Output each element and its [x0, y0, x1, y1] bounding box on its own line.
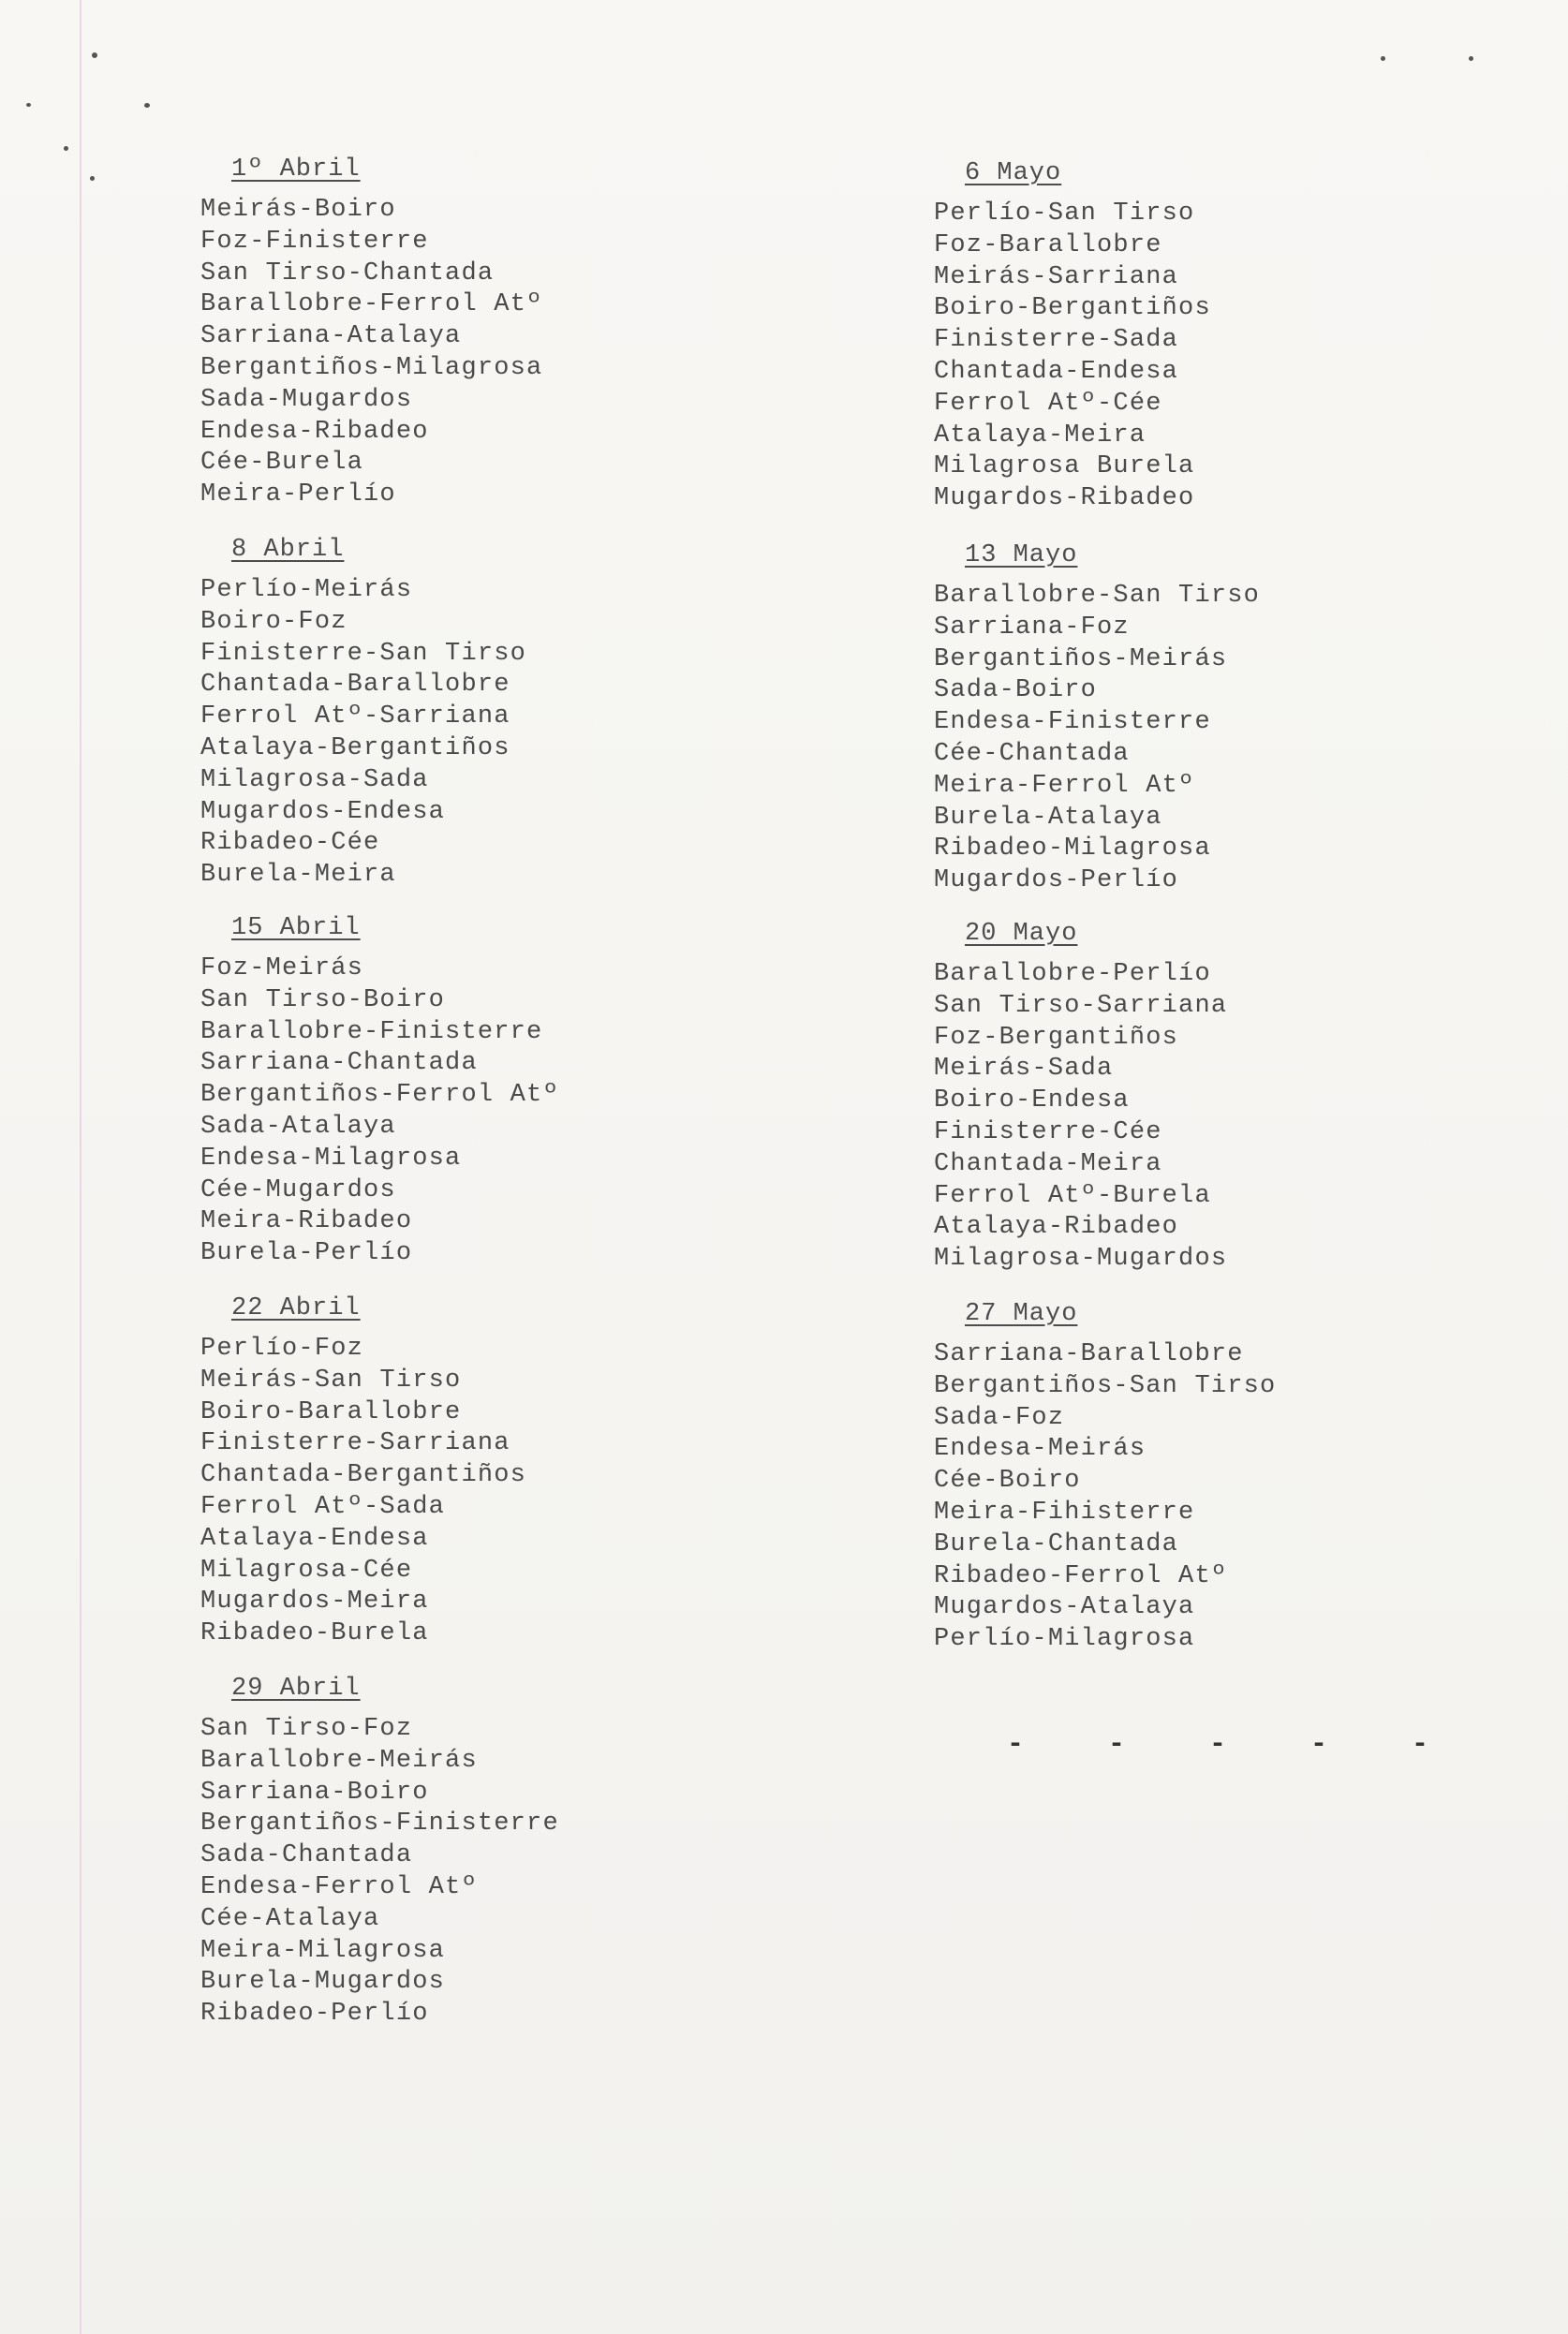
- match-line: Ferrol Atº-Sarriana: [200, 702, 510, 731]
- ink-speck: [1381, 56, 1385, 61]
- ink-speck: [1469, 56, 1473, 61]
- match-line: Burela-Meira: [200, 861, 396, 890]
- round-date: 13 Mayo: [965, 541, 1078, 569]
- match-line: Mugardos-Endesa: [200, 797, 446, 826]
- match-line: Ribadeo-Ferrol Atº: [934, 1561, 1228, 1590]
- match-line: Meira-Ribadeo: [200, 1207, 413, 1236]
- round-date: 15 Abril: [231, 914, 361, 942]
- match-line: Atalaya-Endesa: [200, 1524, 429, 1553]
- match-line: Barallobre-Perlío: [934, 960, 1211, 988]
- match-line: Sada-Chantada: [200, 1841, 413, 1870]
- match-line: Mugardos-Meira: [200, 1588, 429, 1617]
- match-line: Finisterre-Sarriana: [200, 1429, 510, 1458]
- match-line: Foz-Meirás: [200, 954, 364, 982]
- ink-speck: [92, 52, 97, 58]
- round-block: [934, 1298, 1568, 1656]
- round-block: [200, 154, 856, 511]
- match-line: Cée-Burela: [200, 449, 364, 478]
- match-line: Endesa-Milagrosa: [200, 1144, 462, 1173]
- match-line: Atalaya-Meira: [934, 421, 1146, 450]
- match-line: San Tirso-Foz: [200, 1715, 413, 1743]
- match-line: Burela-Chantada: [934, 1529, 1179, 1558]
- match-line: Finisterre-Sada: [934, 326, 1179, 355]
- match-line: Endesa-Meirás: [934, 1435, 1146, 1464]
- round-date: 6 Mayo: [965, 159, 1062, 187]
- match-line: Ribadeo-Burela: [200, 1619, 429, 1648]
- match-line: Finisterre-Cée: [934, 1117, 1162, 1146]
- round-date: 27 Mayo: [965, 1300, 1078, 1328]
- match-line: Sarriana-Boiro: [200, 1778, 429, 1807]
- match-line: Cée-Atalaya: [200, 1904, 380, 1933]
- match-line: Chantada-Bergantiños: [200, 1461, 527, 1490]
- match-line: Burela-Atalaya: [934, 803, 1162, 832]
- match-line: Bergantiños-Ferrol Atº: [200, 1081, 559, 1110]
- match-line: Sada-Foz: [934, 1403, 1065, 1432]
- match-line: Meira-Ferrol Atº: [934, 771, 1195, 800]
- match-line: Mugardos-Atalaya: [934, 1593, 1195, 1622]
- round-date: 22 Abril: [231, 1294, 361, 1322]
- round-block: [200, 1673, 856, 2031]
- ink-speck: [90, 176, 95, 181]
- match-line: Ribadeo-Milagrosa: [934, 835, 1211, 864]
- match-line: San Tirso-Sarriana: [934, 991, 1228, 1020]
- match-line: Meira-Perlío: [200, 480, 396, 510]
- round-date: 29 Abril: [231, 1675, 361, 1703]
- match-line: Ferrol Atº-Cée: [934, 389, 1162, 418]
- match-line: Endesa-Ribadeo: [200, 417, 429, 446]
- round-block: [934, 918, 1568, 1276]
- match-line: Ferrol Atº-Sada: [200, 1492, 446, 1521]
- match-line: Meirás-Sarriana: [934, 262, 1179, 291]
- match-line: Meira-Fihisterre: [934, 1498, 1195, 1527]
- match-line: Meirás-Sada: [934, 1055, 1114, 1084]
- round-block: [200, 534, 856, 892]
- match-line: Mugardos-Ribadeo: [934, 484, 1195, 513]
- match-line: Perlío-Milagrosa: [934, 1625, 1195, 1654]
- match-line: Atalaya-Bergantiños: [200, 733, 510, 762]
- match-line: Barallobre-San Tirso: [934, 582, 1261, 610]
- match-line: Meirás-San Tirso: [200, 1366, 462, 1395]
- round-block: [200, 1293, 856, 1650]
- match-line: Foz-Finisterre: [200, 227, 429, 256]
- match-line: Milagrosa Burela: [934, 452, 1195, 481]
- match-line: Chantada-Barallobre: [200, 671, 510, 700]
- match-line: Endesa-Finisterre: [934, 708, 1211, 737]
- match-line: Boiro-Barallobre: [200, 1397, 462, 1426]
- match-line: Meira-Milagrosa: [200, 1936, 446, 1965]
- round-block: [200, 912, 856, 1270]
- match-line: Ribadeo-Perlío: [200, 2000, 429, 2029]
- round-block: [934, 157, 1568, 515]
- match-line: Perlío-San Tirso: [934, 199, 1195, 228]
- match-line: Cée-Chantada: [934, 739, 1130, 768]
- match-line: Milagrosa-Sada: [200, 765, 429, 794]
- match-line: Sada-Boiro: [934, 676, 1098, 705]
- match-line: Burela-Mugardos: [200, 1968, 446, 1997]
- match-line: Atalaya-Ribadeo: [934, 1213, 1179, 1242]
- match-line: Bergantiños-San Tirso: [934, 1371, 1277, 1400]
- match-line: Cée-Boiro: [934, 1467, 1081, 1496]
- match-line: Sarriana-Chantada: [200, 1049, 478, 1078]
- match-line: Boiro-Foz: [200, 607, 348, 636]
- match-line: Ribadeo-Cée: [200, 829, 380, 858]
- match-line: Endesa-Ferrol Atº: [200, 1872, 478, 1901]
- match-line: Sarriana-Barallobre: [934, 1340, 1244, 1368]
- match-line: Milagrosa-Cée: [200, 1556, 413, 1585]
- round-date: 1º Abril: [231, 155, 361, 184]
- match-line: Bergantiños-Meirás: [934, 644, 1228, 673]
- match-line: Sarriana-Foz: [934, 613, 1130, 642]
- match-line: Chantada-Meira: [934, 1149, 1162, 1178]
- end-mark: - - - - -: [1007, 1729, 1463, 1761]
- ink-speck: [144, 103, 150, 108]
- round-date: 8 Abril: [231, 536, 345, 564]
- match-line: San Tirso-Boiro: [200, 985, 446, 1014]
- match-line: Boiro-Endesa: [934, 1086, 1130, 1115]
- match-line: Foz-Barallobre: [934, 230, 1162, 259]
- round-block: [934, 539, 1568, 897]
- match-line: Barallobre-Ferrol Atº: [200, 290, 543, 319]
- match-line: Sada-Atalaya: [200, 1112, 396, 1141]
- match-line: Perlío-Foz: [200, 1335, 364, 1363]
- match-line: Mugardos-Perlío: [934, 866, 1179, 895]
- match-line: Barallobre-Meirás: [200, 1746, 478, 1775]
- match-line: Meirás-Boiro: [200, 196, 396, 224]
- match-line: Burela-Perlío: [200, 1239, 413, 1268]
- match-line: Ferrol Atº-Burela: [934, 1181, 1211, 1210]
- match-line: Cée-Mugardos: [200, 1175, 396, 1204]
- match-line: Chantada-Endesa: [934, 357, 1179, 386]
- match-line: Foz-Bergantiños: [934, 1023, 1179, 1052]
- ink-speck: [26, 103, 31, 107]
- match-line: Bergantiños-Milagrosa: [200, 353, 543, 382]
- round-date: 20 Mayo: [965, 920, 1078, 948]
- match-line: Boiro-Bergantiños: [934, 294, 1211, 323]
- margin-line: [80, 0, 81, 2334]
- match-line: Finisterre-San Tirso: [200, 639, 527, 668]
- match-line: Barallobre-Finisterre: [200, 1017, 543, 1046]
- match-line: Perlío-Meirás: [200, 576, 413, 604]
- match-line: San Tirso-Chantada: [200, 259, 495, 288]
- match-line: Sada-Mugardos: [200, 385, 413, 414]
- ink-speck: [64, 146, 68, 151]
- match-line: Milagrosa-Mugardos: [934, 1245, 1228, 1274]
- match-line: Bergantiños-Finisterre: [200, 1810, 559, 1839]
- match-line: Sarriana-Atalaya: [200, 322, 462, 351]
